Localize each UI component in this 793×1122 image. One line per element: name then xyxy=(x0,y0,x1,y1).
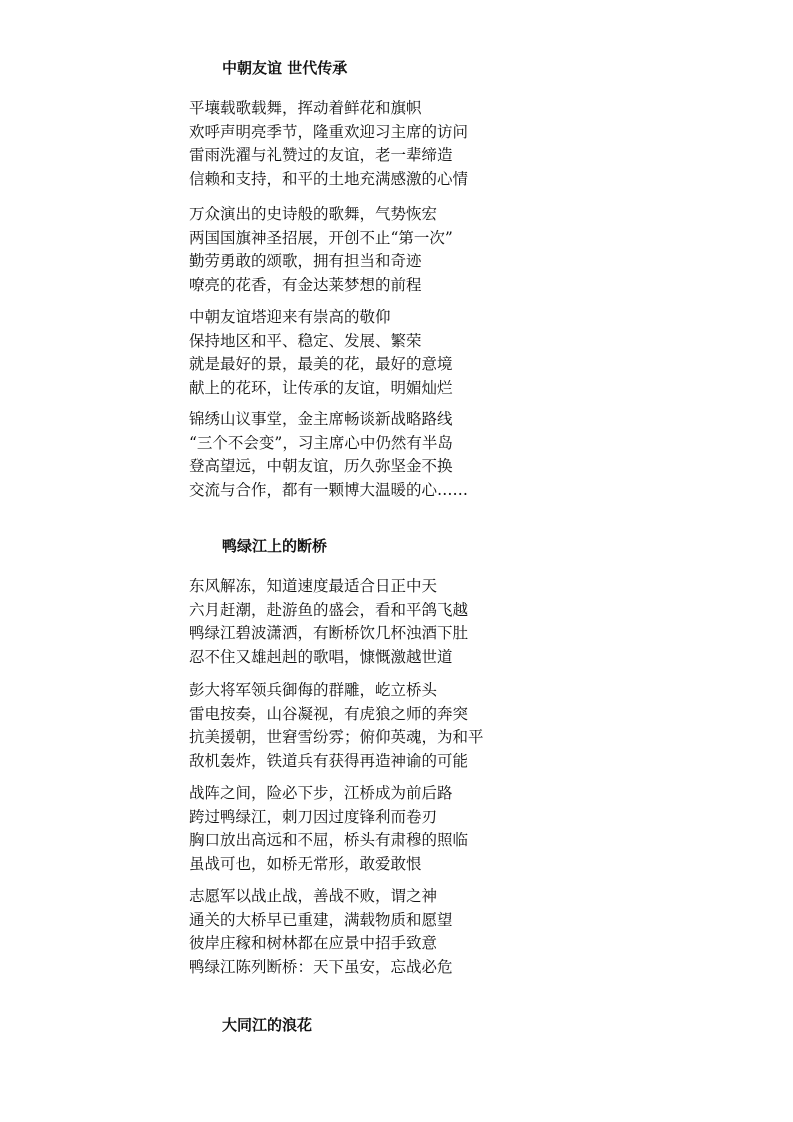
poem-line: 平壤载歌载舞，挥动着鲜花和旗帜 xyxy=(189,99,422,117)
stanza xyxy=(189,575,468,669)
poem-line: 敌机轰炸，铁道兵有获得再造神谕的可能 xyxy=(189,751,469,770)
poem-line: 万众演出的史诗般的歌舞，气势恢宏 xyxy=(189,205,438,223)
poem-line: 勤劳勇敢的颂歌，拥有担当和奇迹 xyxy=(189,252,422,270)
poem-line: 战阵之间，险必下步，江桥成为前后路 xyxy=(189,784,453,802)
poem-title: 中朝友谊 世代传承 xyxy=(222,59,348,77)
stanza xyxy=(189,203,453,297)
stanza xyxy=(189,97,468,191)
stanza xyxy=(189,782,468,876)
poem-line: 鸭绿江陈列断桥：天下虽安，忘战必危 xyxy=(189,957,453,976)
poem-line: 锦绣山议事堂，金主席畅谈新战略路线 xyxy=(189,410,453,428)
poem-line: 嘹亮的花香，有金达莱梦想的前程 xyxy=(189,275,422,294)
poem-line: 信赖和支持，和平的土地充满感激的心情 xyxy=(189,169,469,188)
poem-line: 胸口放出高远和不屈，桥头有肃穆的照临 xyxy=(189,831,469,849)
poem-line: 虽战可也，如桥无常形，敢爱敢恨 xyxy=(189,854,422,873)
poem-line: 献上的花环，让传承的友谊，明媚灿烂 xyxy=(189,378,453,397)
poem-line: 忍不住又雄赳赳的歌唱，慷慨激越世道 xyxy=(189,647,453,666)
poem-line: 东风解冻，知道速度最适合日正中天 xyxy=(189,577,438,595)
poem-line: 通关的大桥早已重建，满载物质和愿望 xyxy=(189,910,453,929)
poem-line: “三个不会变”，习主席心中仍然有半岛 xyxy=(189,433,453,452)
poem-line: 鸭绿江碧波潇洒，有断桥饮几杯浊酒下肚 xyxy=(189,624,469,642)
poem-line: 登高望远，中朝友谊，历久弥坚金不换 xyxy=(189,457,453,475)
poem-line: 彭大将军领兵御侮的群雕，屹立桥头 xyxy=(189,681,438,699)
poem-line: 抗美援朝，世窘雪纷雰；俯仰英魂，为和平 xyxy=(189,728,484,746)
stanza xyxy=(189,408,468,502)
stanza xyxy=(189,679,484,773)
poem-title: 大同江的浪花 xyxy=(222,1016,313,1034)
poem-line: 六月赶潮，赴游鱼的盛会，看和平鸽飞越 xyxy=(189,600,469,619)
stanza xyxy=(189,885,453,979)
poem-line: 保持地区和平、稳定、发展、繁荣 xyxy=(189,331,422,350)
poem-line: 彼岸庄稼和树林都在应景中招手致意 xyxy=(189,934,438,952)
poem-title: 鸭绿江上的断桥 xyxy=(222,537,328,555)
poem-line: 志愿军以战止战，善战不败，谓之神 xyxy=(189,887,438,905)
poem-line: 雷电按奏，山谷凝视，有虎狼之师的奔突 xyxy=(189,704,469,723)
stanza xyxy=(189,306,453,400)
poem-line: 中朝友谊塔迎来有崇高的敬仰 xyxy=(189,308,391,326)
poem-line: 两国国旗神圣招展，开创不止“第一次” xyxy=(189,228,453,247)
poem-line: 雷雨洗濯与礼赞过的友谊，老一辈缔造 xyxy=(189,146,453,164)
poem-line: 就是最好的景，最美的花，最好的意境 xyxy=(189,355,453,373)
poem-line: 欢呼声明亮季节，隆重欢迎习主席的访问 xyxy=(189,122,469,141)
poem-line: 交流与合作，都有一颗博大温暖的心…… xyxy=(189,480,469,499)
poem-line: 跨过鸭绿江，刺刀因过度锋利而卷刃 xyxy=(189,807,438,826)
